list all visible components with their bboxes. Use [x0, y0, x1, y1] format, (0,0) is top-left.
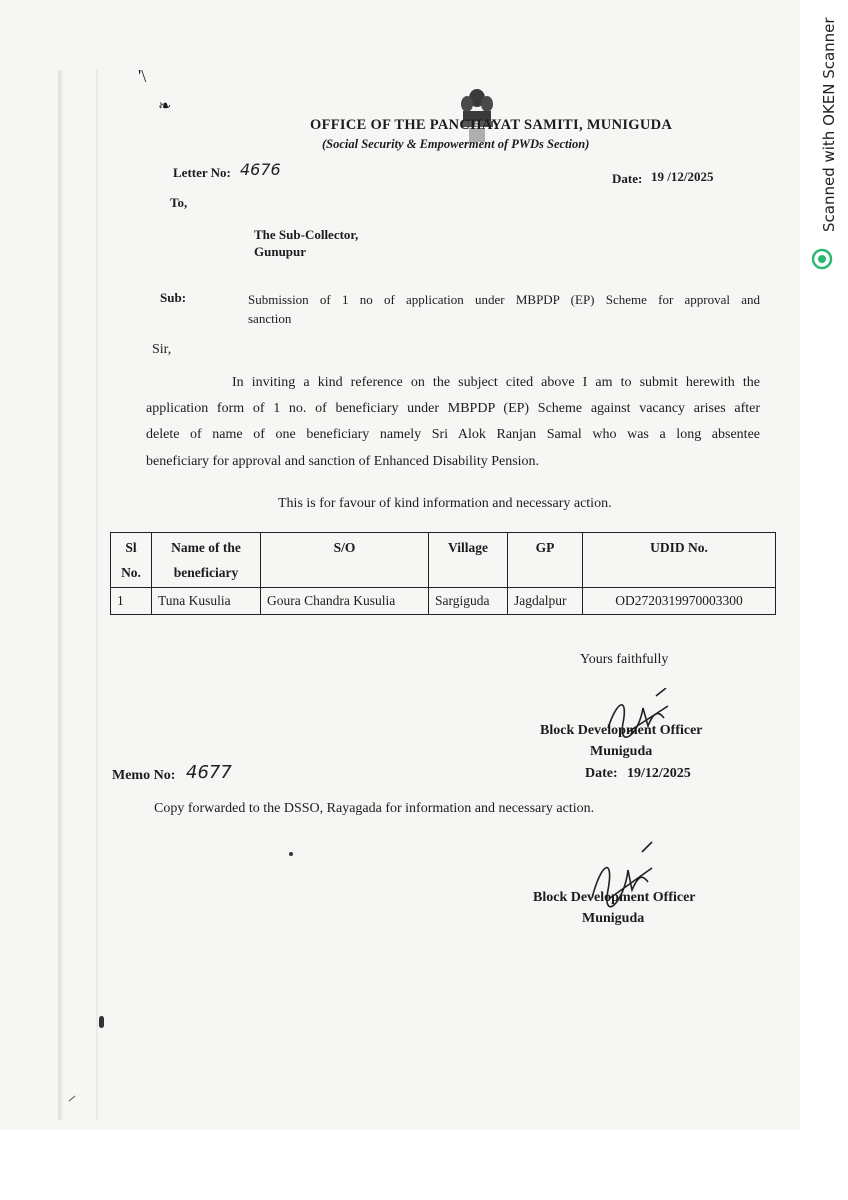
designation-1: Block Development Officer: [540, 723, 703, 738]
complimentary-close: Yours faithfully: [580, 652, 669, 667]
memo-label: Memo No:: [112, 768, 176, 783]
col-header-village: Village: [429, 533, 508, 588]
table-row: [111, 588, 776, 615]
subject-label: Sub:: [160, 290, 187, 305]
subject-line: [248, 292, 760, 308]
beneficiary-table: [110, 532, 776, 615]
cell-name: Tuna Kusulia: [152, 588, 261, 615]
cell-udid: OD2720319970003300: [583, 588, 776, 615]
body-line-2-wrap: [146, 396, 760, 422]
col-header-so: S/O: [261, 533, 429, 588]
letter-date-value: 19 /12/2025: [651, 169, 714, 184]
col-header-udid: UDID No.: [583, 533, 776, 588]
sign-date-label: Date:: [585, 766, 618, 781]
col-header-gp: GP: [508, 533, 583, 588]
recipient-place: Gunupur: [254, 244, 307, 259]
place-1: Muniguda: [590, 744, 653, 759]
stray-mark: '\: [138, 66, 147, 86]
designation-2: Block Development Officer: [533, 890, 696, 905]
section-subtitle: (Social Security & Empowerment of PWDs Section): [322, 137, 590, 151]
body-line-1-wrap: [232, 370, 760, 396]
place-2: Muniguda: [582, 911, 645, 926]
cell-sl: 1: [111, 588, 152, 615]
stray-mark: ❧: [158, 98, 172, 115]
memo-value: 4677: [186, 762, 232, 783]
col-header-sl: Sl No.: [111, 533, 152, 588]
subject-text-2: sanction: [248, 311, 292, 326]
copy-forward-line: Copy forwarded to the DSSO, Rayagada for information and necessary action.: [154, 801, 595, 816]
page-edge-shadow: [58, 70, 64, 1120]
col-header-name: Name of the beneficiary: [152, 533, 261, 588]
sign-date-value: 19/12/2025: [627, 766, 691, 781]
letter-number-value: 4676: [240, 160, 281, 179]
letter-number-label: Letter No:: [173, 165, 231, 180]
scanner-watermark: Scanned with OKEN Scanner: [820, 17, 838, 232]
ink-mark: [99, 1016, 104, 1028]
salutation: Sir,: [152, 342, 172, 357]
table-header-row: [111, 533, 776, 588]
to-label: To,: [170, 195, 188, 210]
subject-text-1: Submission of 1 no of application under MBPDP (EP) Scheme for approval and: [248, 292, 760, 307]
ink-dot: [289, 852, 293, 856]
body-line-3-wrap: [146, 422, 760, 448]
body-line-1: In inviting a kind reference on the subject cited above I am to submit herewith the: [232, 375, 760, 390]
closing-note: This is for favour of kind information and necessary action.: [278, 496, 612, 511]
letter-date-label: Date:: [612, 171, 643, 186]
body-line-3: delete of name of one beneficiary namely Sri Alok Ranjan Samal who was a long absentee: [146, 427, 760, 442]
recipient-title: The Sub-Collector,: [254, 227, 359, 242]
cell-village: Sargiguda: [429, 588, 508, 615]
body-line-4: beneficiary for approval and sanction of Enhanced Disability Pension.: [146, 454, 540, 469]
ink-mark: [69, 1096, 76, 1102]
scanner-logo-icon: [811, 248, 833, 270]
office-title: OFFICE OF THE PANCHAYAT SAMITI, MUNIGUDA: [310, 117, 673, 133]
cell-so: Goura Chandra Kusulia: [261, 588, 429, 615]
page-fold-line: [96, 70, 98, 1120]
body-line-2: application form of 1 no. of beneficiary under MBPDP (EP) Scheme against vacancy arises after: [146, 401, 760, 416]
cell-gp: Jagdalpur: [508, 588, 583, 615]
